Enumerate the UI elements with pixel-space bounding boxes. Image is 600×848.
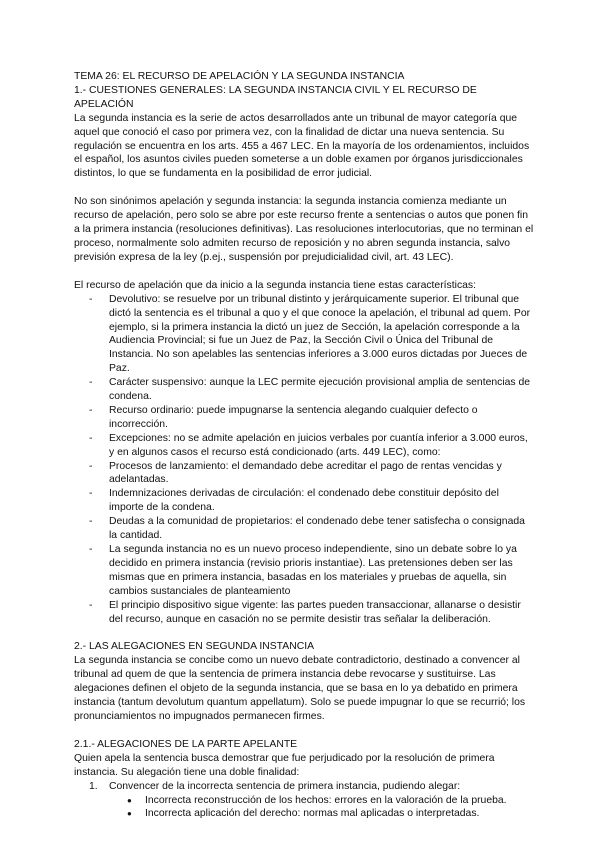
dash-marker: - <box>89 460 93 472</box>
document-title: TEMA 26: EL RECURSO DE APELACIÓN Y LA SEGUNDA INSTANCIA <box>74 71 405 82</box>
list-item-text: La segunda instancia no es un nuevo proceso independiente, sino un debate sobre lo ya decidido en primera instancia (revisio prioris instantiae). Las pretensiones deben ser las mismas que en primera instancia, basadas en los materiales y pruebas de aquella, sin cambios sustanciales de planteamiento <box>109 544 517 597</box>
section-1-heading: 1.- CUESTIONES GENERALES: LA SEGUNDA INSTANCIA CIVIL Y EL RECURSO DE APELACIÓN <box>74 84 477 110</box>
list-item <box>74 543 534 599</box>
dash-marker: - <box>89 432 93 444</box>
sub-list <box>109 794 534 822</box>
section-1-paragraph-3: El recurso de apelación que da inicio a la segunda instancia tiene estas características: <box>74 279 477 291</box>
list-item <box>74 404 534 432</box>
list-item <box>74 293 534 376</box>
number-marker: 1. <box>89 780 98 792</box>
dash-marker: - <box>89 293 93 305</box>
bullet-marker: ● <box>127 809 132 819</box>
list-item-text: Procesos de lanzamiento: el demandado debe acreditar el pago de rentas vencidas y adelantadas. <box>109 460 502 486</box>
list-item <box>74 432 534 460</box>
sub-list-item-text: Incorrecta reconstrucción de los hechos: errores en la valoración de la prueba. <box>145 794 507 806</box>
dash-marker: - <box>89 544 93 555</box>
list-item-text: Deudas a la comunidad de propietarios: el condenado debe tener satisfecha o consignada la cantidad. <box>109 516 525 542</box>
dash-marker: - <box>89 377 93 389</box>
section-1-paragraph-1: La segunda instancia es la serie de actos desarrollados ante un tribunal de mayor categoría que aquel que conoció el caso por primera vez, con la finalidad de dictar una nueva sentencia. Su regulación se encuentra en los arts. 455 a 467 LEC. En la mayoría de los ordenamientos, incluidos el español, los asuntos civiles pueden someterse a un doble examen por órganos jurisdiccionales distintos, lo que se fundamenta en la posibilidad de error judicial. <box>74 112 530 180</box>
dash-marker: - <box>89 599 93 611</box>
spacer <box>74 265 534 279</box>
list-item-text: Recurso ordinario: puede impugnarse la sentencia alegando cualquier defecto o incorrección. <box>109 404 478 430</box>
list-item-text: Indemnizaciones derivadas de circulación: el condenado debe constituir depósito del importe de la condena. <box>109 488 499 514</box>
list-item-text: Excepciones: no se admite apelación en juicios verbales por cuantía inferior a 3.000 euros, y en algunos casos el recurso está condicionado (arts. 449 LEC), como: <box>109 432 528 458</box>
bullet-marker: ● <box>127 795 132 805</box>
numbered-item <box>74 780 534 822</box>
section-2-1-paragraph-1: Quien apela la sentencia busca demostrar que fue perjudicado por la resolución de primera instancia. Su alegación tiene una doble finalidad: <box>74 752 495 778</box>
numbered-item-text: Convencer de la incorrecta sentencia de primera instancia, pudiendo alegar: <box>109 780 461 792</box>
sub-list-item <box>109 807 534 821</box>
spacer <box>74 724 534 738</box>
list-item <box>74 376 534 404</box>
section-2-1-heading: 2.1.- ALEGACIONES DE LA PARTE APELANTE <box>74 738 298 750</box>
list-item <box>74 599 534 627</box>
sub-list-item-text: Incorrecta aplicación del derecho: normas mal aplicadas o interpretadas. <box>145 808 480 820</box>
characteristics-list <box>74 293 534 627</box>
list-item-text: Devolutivo: se resuelve por un tribunal distinto y jerárquicamente superior. El tribunal que dictó la sentencia es el tribunal a quo y el que conoce la apelación, el tribunal ad quem. Por ejemplo, si la primera instancia la dictó un juez de Sección, la apelación corresponde a la Audiencia Provincial; si fue un Juez de Paz, la Sección Civil o Única del Tribunal de Instancia. No son apelables las sentencias inferiores a 3.000 euros dictadas por Jueces de Paz. <box>109 293 531 375</box>
list-item-text: Carácter suspensivo: aunque la LEC permite ejecución provisional amplia de sentencias de condena. <box>109 377 531 403</box>
list-item <box>74 487 534 515</box>
list-item <box>74 460 534 488</box>
list-item-text: El principio dispositivo sigue vigente: las partes pueden transaccionar, allanarse o desistir del recurso, aunque en casación no se permite desistir tras señalar la deliberación. <box>109 599 521 625</box>
spacer <box>74 626 534 640</box>
dash-marker: - <box>89 516 93 528</box>
spacer <box>74 181 534 195</box>
section-2-paragraph-1: La segunda instancia se concibe como un nuevo debate contradictorio, destinado a convencer al tribunal ad quem de que la sentencia de primera instancia debe revocarse y sustituirse. Las alegaciones definen el objeto de la segunda instancia, que se basa en lo ya debatido en primera instancia (tantum devolutum quantum appellatum). Solo se puede impugnar lo que se recurrió; los pronunciamientos no impugnados permanecen firmes. <box>74 655 526 722</box>
sub-list-item <box>109 794 534 808</box>
section-2-heading: 2.- LAS ALEGACIONES EN SEGUNDA INSTANCIA <box>74 641 315 653</box>
dash-marker: - <box>89 404 93 416</box>
purposes-list <box>74 780 534 822</box>
document-page <box>74 70 534 821</box>
list-item <box>74 515 534 543</box>
dash-marker: - <box>89 488 93 500</box>
section-1-paragraph-2: No son sinónimos apelación y segunda instancia: la segunda instancia comienza mediante un recurso de apelación, pero solo se abre por este recurso frente a sentencias o autos que ponen fin a la primera instancia (resoluciones definitivas). Las resoluciones interlocutorias, que no terminan el proceso, normalmente solo admiten recurso de reposición y no abren segunda instancia, salvo previsión expresa de la ley (p.ej., suspensión por prejudicialidad civil, art. 43 LEC). <box>74 196 534 263</box>
